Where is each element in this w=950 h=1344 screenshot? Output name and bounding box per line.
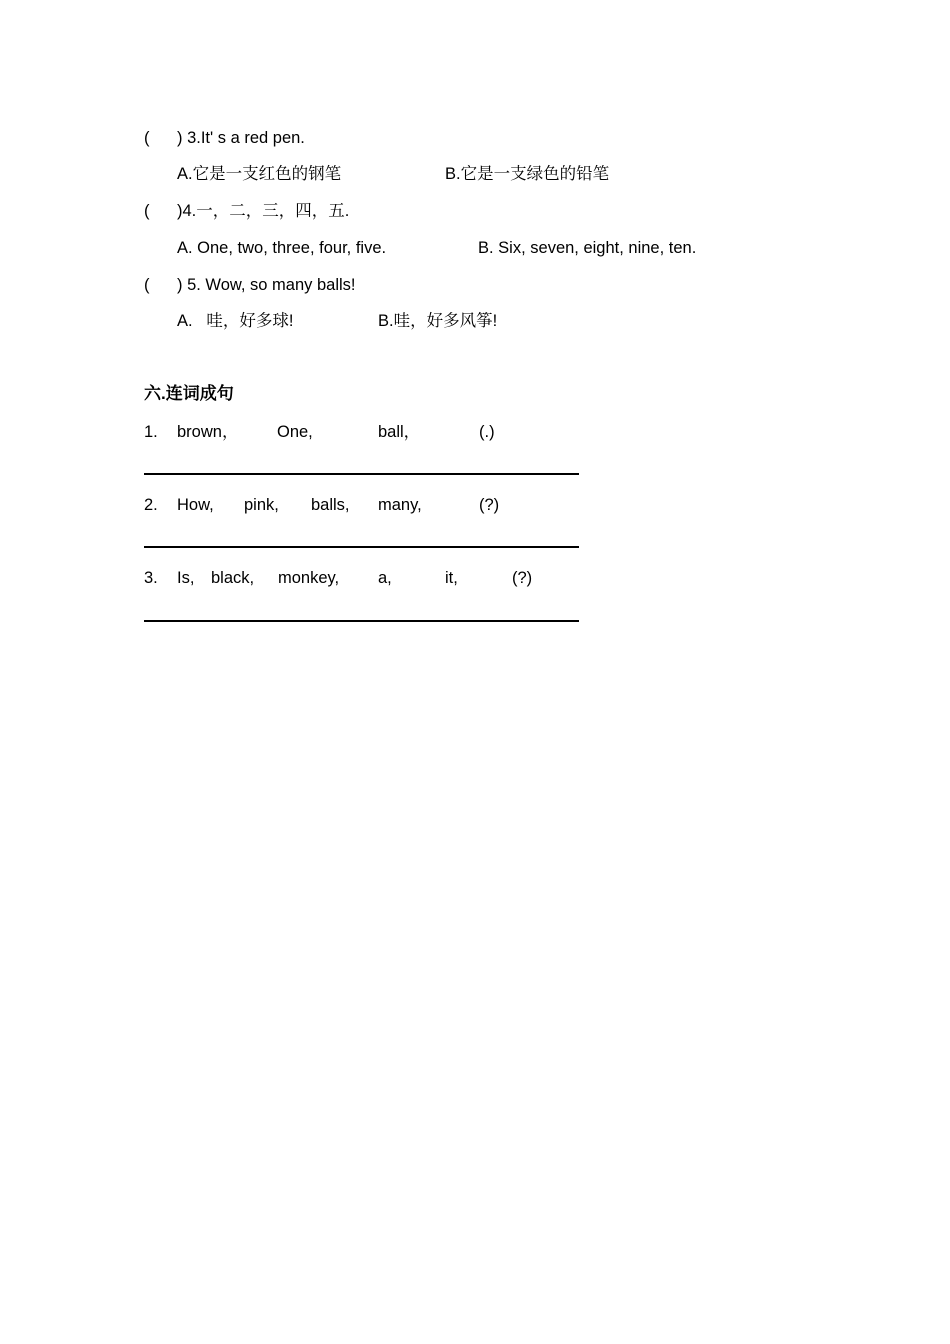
answer-paren: ( <box>144 276 150 294</box>
word: balls, <box>311 496 350 514</box>
option-b: B. Six, seven, eight, nine, ten. <box>478 239 697 257</box>
word: Is, <box>177 569 195 587</box>
item-number: 2. <box>144 496 158 514</box>
word: monkey, <box>278 569 340 587</box>
section-title: 六.连词成句 <box>144 384 234 403</box>
question-stem: ) 5. Wow, so many balls! <box>177 276 356 294</box>
word: many, <box>378 496 422 514</box>
option-b: B.它是一支绿色的铅笔 <box>445 165 610 183</box>
word: (?) <box>512 569 533 587</box>
word: One, <box>277 423 313 441</box>
option-b: B.哇，好多风筝! <box>378 312 498 330</box>
item-number: 1. <box>144 423 158 441</box>
answer-paren: ( <box>144 129 150 147</box>
option-a: A.它是一支红色的钢笔 <box>177 165 342 183</box>
question-stem: ) 3.It' s a red pen. <box>177 129 305 147</box>
item-number: 3. <box>144 569 158 587</box>
option-a: A. 哇，好多球! <box>177 312 294 330</box>
word: a, <box>378 569 392 587</box>
word: brown， <box>177 423 239 441</box>
word: pink, <box>244 496 279 514</box>
answer-line <box>144 473 579 475</box>
word: (?) <box>479 496 500 514</box>
answer-paren: ( <box>144 202 150 220</box>
word: it, <box>445 569 458 587</box>
word: How, <box>177 496 214 514</box>
word: ball， <box>378 423 421 441</box>
question-stem: )4.一，二，三，四，五. <box>177 202 350 220</box>
word: (.) <box>479 423 495 441</box>
answer-line <box>144 546 579 548</box>
answer-line <box>144 620 579 622</box>
word: black, <box>211 569 255 587</box>
option-a: A. One, two, three, four, five. <box>177 239 387 257</box>
